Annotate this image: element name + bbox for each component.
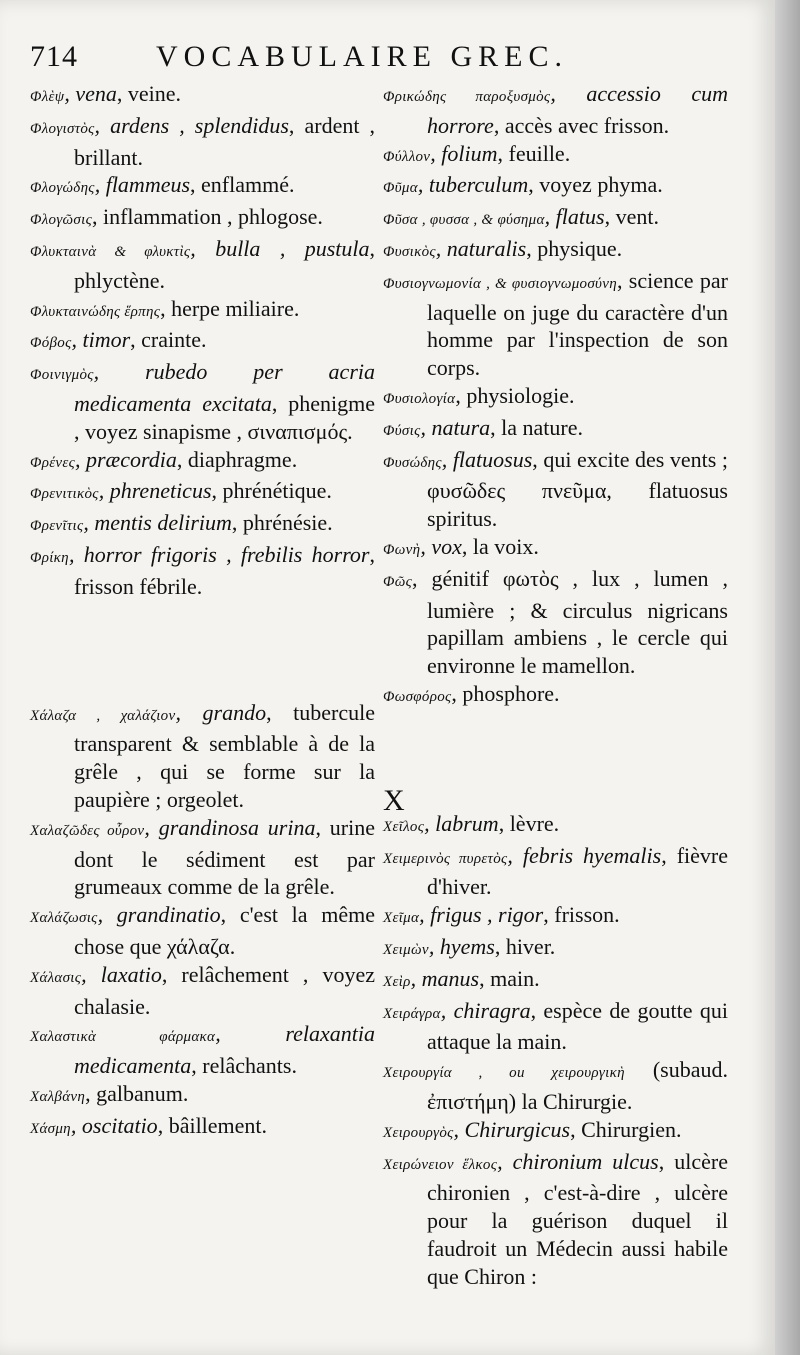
dictionary-entry: Φλὲψ, vena, veine. bbox=[30, 81, 182, 106]
dictionary-entry: Φόβος, timor, crainte. bbox=[30, 327, 207, 353]
dictionary-entry: Φρίκη, horror frigoris , frebilis horror, frisson fébrile. bbox=[30, 541, 375, 599]
dictionary-entry: Φλογῶσις, inflammation , phlogose. bbox=[30, 204, 323, 230]
dictionary-entry: Φωσφόρος, phosphore. bbox=[383, 680, 560, 706]
dictionary-entry: Χάλαζα , χαλάζιον, grando, tubercule transparent & semblable à de la grêle , qui se forme sur la paupière ; orgeolet. bbox=[30, 699, 375, 812]
dictionary-entry: Φλυκταινὰ & φλυκτὶς, bulla , pustula, phlyctène. bbox=[30, 235, 376, 293]
dictionary-entry: Φυσικὸς, naturalis, physique. bbox=[383, 235, 623, 261]
page-edge bbox=[775, 0, 800, 1355]
dictionary-entry: Χειρουργὸς, Chirurgicus, Chirurgien. bbox=[383, 1116, 682, 1142]
dictionary-entry: Φυσιολογία, physiologie. bbox=[383, 382, 575, 408]
dictionary-entry: Φύλλον, folium, feuille. bbox=[383, 140, 571, 166]
dictionary-entry: Χεῖμα, frigus , rigor, frisson. bbox=[383, 902, 620, 928]
section-gap bbox=[30, 601, 375, 699]
dictionary-entry: Χειμὼν, hyems, hiver. bbox=[383, 933, 556, 959]
dictionary-entry: Χαλβάνη, galbanum. bbox=[30, 1080, 189, 1106]
section-gap bbox=[383, 712, 728, 810]
dictionary-entry: Φυσιογνωμονία , & φυσιογνωμοσύνη, science par laquelle on juge du caractère d'un homme par l'inspection de son corps. bbox=[383, 267, 728, 381]
dictionary-entry: Χάσμη, oscitatio, bâillement. bbox=[30, 1112, 268, 1138]
dictionary-entry: Φῦσα , φυσσα , & φύσημα, flatus, vent. bbox=[383, 204, 659, 230]
dictionary-entry: Φύσις, natura, la nature. bbox=[383, 414, 584, 440]
dictionary-entry: Χεῖλος, labrum, lèvre. bbox=[383, 810, 560, 836]
dictionary-entry: Φρικώδης παροξυσμὸς, accessio cum horrore, accès avec frisson. bbox=[383, 81, 728, 138]
dictionary-entry: Χειρουργία , ou χειρουργικὴ (subaud. ἐπιστήμη) la Chirurgie. bbox=[383, 1057, 728, 1114]
left-column bbox=[30, 80, 375, 1144]
dictionary-entry: Χαλαστικὰ φάρμακα, relaxantia medicamenta, relâchants. bbox=[30, 1021, 375, 1079]
dictionary-entry: Φῦμα, tuberculum, voyez phyma. bbox=[383, 172, 663, 198]
dictionary-entry: Χειμερινὸς πυρετὸς, febris hyemalis, fièvre d'hiver. bbox=[383, 842, 728, 900]
dictionary-entry: Φλογιστὸς, ardens , splendidus, ardent , brillant. bbox=[30, 112, 376, 170]
dictionary-entry: Φυσώδης, flatuosus, qui excite des vents ; φυσῶδες πνεῦμα, flatuosus spiritus. bbox=[383, 446, 728, 532]
dictionary-entry: Φρένες, præcordia, diaphragme. bbox=[30, 446, 298, 472]
dictionary-entry: Φρενιτικὸς, phreneticus, phrénétique. bbox=[30, 478, 332, 504]
running-title: VOCABULAIRE GREC. bbox=[156, 40, 569, 73]
dictionary-entry: Χειρώνειον ἕλκος, chironium ulcus, ulcère chironien , c'est-à-dire , ulcère pour la guérison duquel il faudroit un Médecin aussi habile que Chiron : bbox=[383, 1148, 729, 1289]
dictionary-entry: Χάλασις, laxatio, relâchement , voyez chalasie. bbox=[30, 961, 375, 1019]
dictionary-entry: Χεὶρ, manus, main. bbox=[383, 965, 540, 991]
dictionary-entry: Φοινιγμὸς, rubedo per acria medicamenta excitata, phenigme , voyez sinapisme , σιναπισμός. bbox=[30, 359, 375, 444]
section-letter-heading: X bbox=[383, 784, 405, 817]
dictionary-entry: Χαλαζῶδες οὖρον, grandinosa urina, urine dont le sédiment est par grumeaux comme de la grêle. bbox=[30, 814, 376, 900]
dictionary-entry: Φλογώδης, flammeus, enflammé. bbox=[30, 172, 295, 198]
dictionary-entry: Φρενῖτις, mentis delirium, phrénésie. bbox=[30, 510, 333, 536]
page-number: 714 bbox=[30, 40, 78, 73]
right-column bbox=[383, 80, 728, 1290]
dictionary-entry: Φῶς, génitif φωτὸς , lux , lumen , lumière ; & circulus nigricans papillam ambiens , le cercle qui environne le mamellon. bbox=[383, 565, 728, 679]
dictionary-entry: Φωνὴ, vox, la voix. bbox=[383, 533, 539, 559]
dictionary-entry: Φλυκταινώδης ἕρπης, herpe miliaire. bbox=[30, 295, 300, 321]
dictionary-entry: Χειράγρα, chiragra, espèce de goutte qui attaque la main. bbox=[383, 997, 728, 1055]
page-header bbox=[30, 40, 730, 80]
dictionary-entry: Χαλάζωσις, grandinatio, c'est la même chose que χάλαζα. bbox=[30, 902, 375, 959]
